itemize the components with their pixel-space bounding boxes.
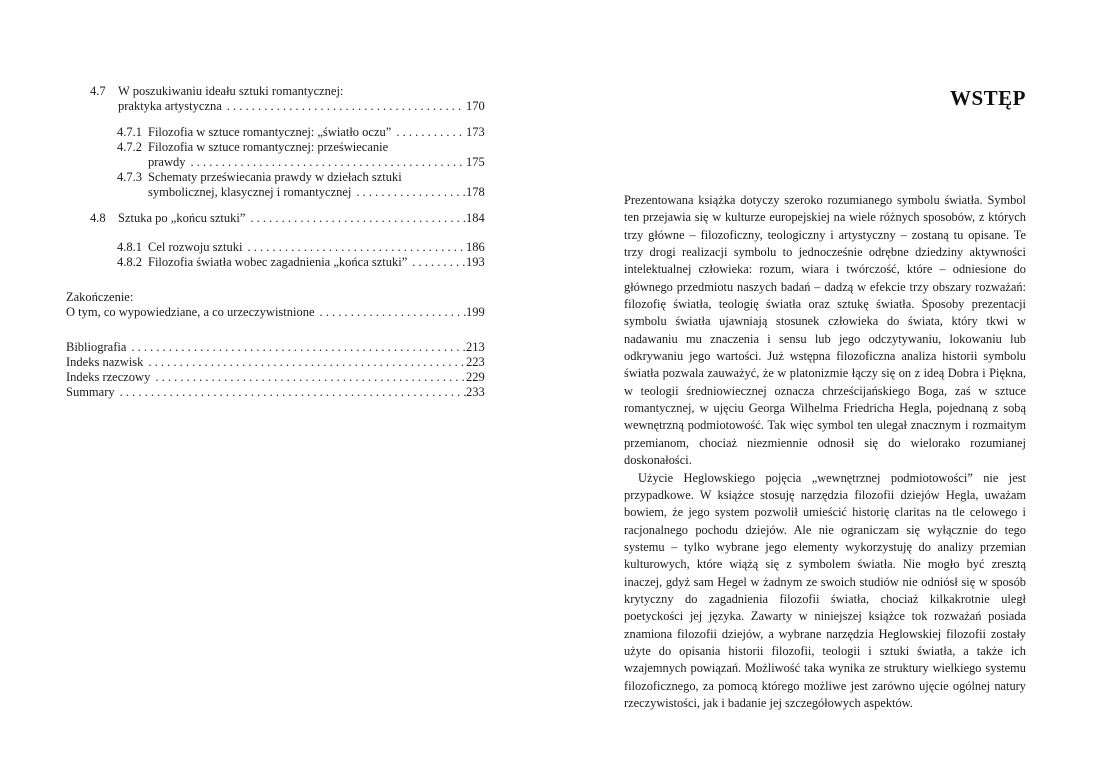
toc-entry-title: Indeks nazwisk <box>66 355 144 369</box>
toc-entry-title: praktyka artystyczna <box>118 99 222 113</box>
toc-entry-title: Summary <box>66 385 115 399</box>
toc-leader-dots <box>131 340 466 355</box>
toc-leader-dots <box>247 240 466 255</box>
toc-page-number: 229 <box>466 370 485 384</box>
toc-entry-title: prawdy <box>148 155 186 169</box>
toc-page-number: 173 <box>466 125 485 139</box>
toc-entry[interactable] <box>117 240 500 255</box>
toc-leader-dots <box>191 155 467 170</box>
toc-leader-dots <box>227 99 465 114</box>
toc-leader-dots <box>396 125 466 140</box>
toc-page-number: 223 <box>466 355 485 369</box>
toc-entry-number: 4.8.2 <box>117 255 142 269</box>
toc-entry-title: Filozofia w sztuce romantycznej: „światło oczu” <box>148 125 392 139</box>
toc-entry-number: 4.8.1 <box>117 240 142 254</box>
toc-entry-number: 4.8 <box>90 211 106 225</box>
toc-leader-dots <box>250 211 466 226</box>
toc-page-number: 233 <box>466 385 485 399</box>
chapter-title: WSTĘP <box>949 86 1026 110</box>
toc-leader-dots <box>148 355 466 370</box>
toc-page-number: 170 <box>466 99 485 113</box>
toc-entry[interactable] <box>90 84 500 113</box>
toc-entry-number: 4.7.2 <box>117 140 142 154</box>
toc-entry-title: Zakończenie: <box>66 290 134 304</box>
toc-page-number: 199 <box>466 305 485 319</box>
toc-entry-title: Bibliografia <box>66 340 127 354</box>
toc-page-number: 178 <box>466 185 485 199</box>
toc-entry-title: W poszukiwaniu ideału sztuki romantycznej: <box>118 84 344 98</box>
toc-entry[interactable] <box>117 170 500 199</box>
toc-entry-title: O tym, co wypowiedziane, a co urzeczywistnione <box>66 305 315 319</box>
body-text <box>624 192 1026 712</box>
toc-entry-title: Sztuka po „końcu sztuki” <box>118 211 246 225</box>
toc-entry-number: 4.7.3 <box>117 170 142 184</box>
toc-page-number: 184 <box>466 211 485 225</box>
paragraph: Użycie Heglowskiego pojęcia „wewnętrznej podmiotowości” nie jest przypadkowe. W książce stosuję narzędzia filozofii dziejów Hegla, uważam bowiem, że jego system pozwolił umieścić historię claritas na tle celowego i racjonalnego pochodu dziejów. Ale nie ograniczam się wyłącznie do tego systemu – tylko wybrane jego elementy wykorzystuję do analizy przemian kulturowych, które wiążą się z symbolem światła. Nie mogło być zresztą inaczej, gdyż sam Hegel w żadnym ze swoich studiów nie odniósł się w sposób krytyczny do zagadnienia filozofii światła, chociaż kilkakrotnie uległ poetyckości jej języka. Zawarty w niniejszej książce tok rozważań posiada znamiona filozofii dziejów, a wybrane narzędzia Heglowskiej filozofii zostały użyte do opisania historii filozofii, teologii i sztuki światła, a także ich wzajemnych powiązań. Możliwość taka wynika ze struktury wielkiego systemu filozoficznego, za pomocą którego możliwe jest zarówno ujęcie ogólnej natury rzeczywistości, jak i badanie jej szczegółowych aspektów. <box>624 470 1026 710</box>
toc-leader-dots <box>120 385 466 400</box>
paragraph: Prezentowana książka dotyczy szeroko rozumianego symbolu światła. Symbol ten przejawia się w kulturze europejskiej na wiele różnych sposobów, z których trzy główne – filozoficzny, teologiczny i artystyczny – zostaną tu opisane. Te trzy drogi realizacji symbolu to jednocześnie odrębne dziedziny aktywności intelektualnej człowieka: rozum, wiara i twórczość, które – odniesione do głównego przedmiotu naszych badań – dadzą w efekcie trzy obszary rozważań: filozofię światła, teologię światła oraz sztukę światła. Sposoby prezentacji symbolu światła ujawniają stosunek człowieka do świata, który tkwi w nadawaniu mu znaczenia i sensu lub jego odczytywaniu, lokowaniu lub odkrywaniu jego wartości. Już wstępna filozoficzna analiza historii symbolu światła pozwala zauważyć, że w platonizmie łączy się on z ideą Dobra i Piękna, w teologii średniowiecznej oznacza chrześcijańskiego Boga, zaś w sztuce romantycznej, w ujęciu Georga Wilhelma Friedricha Hegla, pojednaną z sobą wewnętrzną podmiotowość. Tak więc symbol ten ulegał znacznym i rozmaitym przemianom, chociaż niezmiennie odnosił się do wielorako rozumianej doskonałości. <box>624 193 1026 468</box>
toc-entry-title: Indeks rzeczowy <box>66 370 151 384</box>
toc-page-number: 175 <box>466 155 485 169</box>
toc-entry-title: symbolicznej, klasycznej i romantycznej <box>148 185 352 199</box>
toc-entry[interactable] <box>117 125 500 140</box>
toc-page-number: 213 <box>466 340 485 354</box>
toc-entry-number: 4.7 <box>90 84 106 98</box>
toc-entry[interactable] <box>117 255 500 270</box>
toc-entry-title: Cel rozwoju sztuki <box>148 240 243 254</box>
toc-page-number: 186 <box>466 240 485 254</box>
toc-entry[interactable] <box>117 140 500 169</box>
toc-page-number: 193 <box>466 255 485 269</box>
toc-entry-title: Schematy przeświecania prawdy w dziełach sztuki <box>148 170 402 184</box>
toc-entry-title: Filozofia w sztuce romantycznej: przeświecanie <box>148 140 389 154</box>
right-page-introduction <box>550 0 1100 783</box>
toc-entry[interactable] <box>90 211 500 226</box>
toc-leader-dots <box>412 255 466 270</box>
toc-entry-number: 4.7.1 <box>117 125 142 139</box>
toc-leader-dots <box>320 305 466 320</box>
toc-leader-dots <box>356 185 466 200</box>
toc-leader-dots <box>155 370 466 385</box>
toc-entry-title: Filozofia światła wobec zagadnienia „końca sztuki” <box>148 255 408 269</box>
